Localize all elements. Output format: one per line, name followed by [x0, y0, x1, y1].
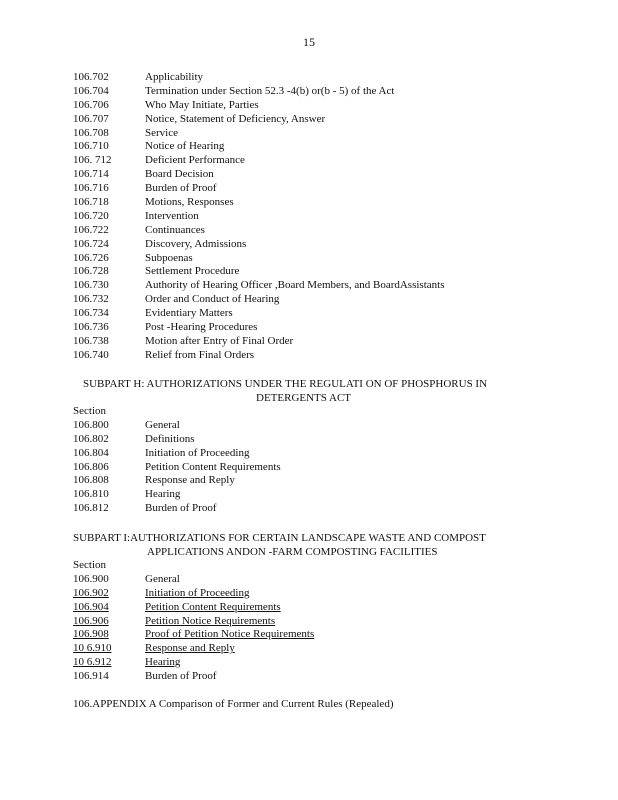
list-item: [73, 573, 543, 587]
section-title: Petition Notice Requirements: [145, 614, 276, 627]
list-item: [73, 321, 543, 335]
section-title: Applicability: [145, 71, 204, 83]
list-item: [73, 182, 543, 196]
list-item: [73, 71, 543, 85]
subpart-h-heading-line2: DETERGENTS ACT: [256, 392, 352, 404]
list-item: [73, 113, 543, 127]
page-number: 15: [303, 35, 315, 49]
subpart-i-heading-line1: SUBPART I:AUTHORIZATIONS FOR CERTAIN LANDSCAPE WASTE AND COMPOST: [73, 532, 486, 544]
list-item: [73, 587, 543, 601]
appendix-entry: 106.APPENDIX A Comparison of Former and Current Rules (Repealed): [73, 698, 394, 710]
section-number: 106.906: [73, 614, 109, 627]
list-item: [73, 224, 543, 238]
section-title: Order and Conduct of Hearing: [145, 293, 280, 306]
section-title: Response and Reply: [145, 642, 235, 655]
section-number: 106.810: [73, 488, 109, 501]
section-title: Who May Initiate, Parties: [145, 98, 259, 111]
section-number: 106.802: [73, 432, 109, 445]
section-number: 106.730: [73, 279, 109, 292]
section-title: Intervention: [145, 209, 199, 222]
subpart-i-section-list: [73, 559, 543, 684]
list-item: [73, 461, 543, 475]
section-number: 106.900: [73, 572, 109, 585]
section-number: 106.702: [73, 71, 109, 83]
section-title: Burden of Proof: [145, 182, 217, 195]
section-number: 106.740: [73, 348, 109, 361]
section-title: Response and Reply: [145, 474, 235, 487]
section-number: 106.724: [73, 237, 109, 250]
section-label: Section: [73, 559, 106, 571]
section-number: 106.728: [73, 265, 109, 278]
list-item: [73, 140, 543, 154]
list-item: [73, 252, 543, 266]
section-number: 106.718: [73, 196, 109, 209]
section-number: 106.708: [73, 126, 109, 139]
list-item: [73, 488, 543, 502]
subpart-h-section-list: [73, 405, 543, 516]
section-title: General: [145, 572, 180, 585]
section-label: Section: [73, 405, 106, 417]
section-number: 10 6.912: [73, 656, 112, 669]
list-item: [73, 447, 543, 461]
list-item: [73, 615, 543, 629]
section-number: 106.908: [73, 628, 109, 641]
section-number: 106.738: [73, 334, 109, 347]
subpart-h-heading-line1: SUBPART H: AUTHORIZATIONS UNDER THE REGULATI ON OF PHOSPHORUS IN: [83, 378, 488, 390]
section-title: Continuances: [145, 223, 205, 236]
section-number: 106.732: [73, 293, 109, 306]
section-number: 106.722: [73, 223, 109, 236]
section-title: Definitions: [145, 432, 195, 445]
section-number: 106.707: [73, 112, 109, 125]
section-number: 106.914: [73, 670, 109, 683]
list-item: [73, 307, 543, 321]
list-item: [73, 628, 543, 642]
section-number: 106.902: [73, 586, 109, 599]
list-item: [73, 601, 543, 615]
subpart-i-heading: [73, 531, 543, 559]
section-number: 106.904: [73, 600, 109, 613]
list-item: [73, 474, 543, 488]
subpart-h-heading: [73, 377, 543, 405]
list-item: [73, 85, 543, 99]
list-item: [73, 642, 543, 656]
section-title: Hearing: [145, 656, 181, 669]
section-title: Authority of Hearing Officer ,Board Members, and BoardAssistants: [145, 279, 445, 292]
section-title: Petition Content Requirements: [145, 600, 281, 613]
section-title: Relief from Final Orders: [145, 348, 255, 361]
section-number: 106.720: [73, 209, 109, 222]
section-title: Deficient Performance: [145, 154, 245, 167]
section-title: Motion after Entry of Final Order: [145, 334, 294, 347]
section-number: 106.808: [73, 474, 109, 487]
section-title: Notice of Hearing: [145, 140, 225, 153]
list-item: [73, 279, 543, 293]
list-item: [73, 154, 543, 168]
list-item: [73, 99, 543, 113]
list-item: [73, 293, 543, 307]
list-item: [73, 502, 543, 516]
list-item: [73, 335, 543, 349]
section-number: 106.706: [73, 98, 109, 111]
section-title: Initiation of Proceeding: [145, 446, 250, 459]
section-number: 106.710: [73, 140, 109, 153]
section-number: 106.800: [73, 418, 109, 431]
section-title: Subpoenas: [145, 251, 193, 264]
list-item: [73, 210, 543, 224]
section-number: 106.726: [73, 251, 109, 264]
section-number: 106.714: [73, 168, 109, 181]
list-item: [73, 196, 543, 210]
section-title: Discovery, Admissions: [145, 237, 247, 250]
section-title: Petition Content Requirements: [145, 460, 281, 473]
section-title: Burden of Proof: [145, 502, 217, 515]
section-title: Post -Hearing Procedures: [145, 321, 258, 334]
section-title: Hearing: [145, 488, 181, 501]
list-item: [73, 127, 543, 141]
section-number: 106.736: [73, 321, 109, 334]
section-number: 106.812: [73, 502, 109, 515]
section-title: Evidentiary Matters: [145, 307, 233, 320]
list-item: [73, 433, 543, 447]
section-title: Board Decision: [145, 168, 214, 181]
section-title: Settlement Procedure: [145, 265, 240, 278]
section-number: 106.716: [73, 182, 109, 195]
section-number: 106. 712: [73, 154, 112, 167]
section-title: Burden of Proof: [145, 670, 217, 683]
section-number: 106.806: [73, 460, 109, 473]
section-number: 106.734: [73, 307, 109, 320]
section-number: 106.704: [73, 84, 109, 97]
section-title: Service: [145, 126, 178, 139]
section-number: 10 6.910: [73, 642, 112, 655]
list-item: [73, 349, 543, 363]
list-item: [73, 168, 543, 182]
subpart-g-section-list: [73, 71, 543, 363]
list-item: [73, 670, 543, 684]
list-item: [73, 656, 543, 670]
section-title: Termination under Section 52.3 -4(b) or(b - 5) of the Act: [145, 84, 395, 97]
list-item: [73, 265, 543, 279]
subpart-i-heading-line2: APPLICATIONS ANDON -FARM COMPOSTING FACILITIES: [147, 546, 438, 558]
section-title: Proof of Petition Notice Requirements: [145, 628, 315, 641]
section-title: Initiation of Proceeding: [145, 586, 250, 599]
section-title: Notice, Statement of Deficiency, Answer: [145, 112, 326, 125]
section-title: Motions, Responses: [145, 196, 234, 209]
list-item: [73, 419, 543, 433]
list-item: [73, 238, 543, 252]
section-number: 106.804: [73, 446, 109, 459]
section-title: General: [145, 418, 180, 431]
